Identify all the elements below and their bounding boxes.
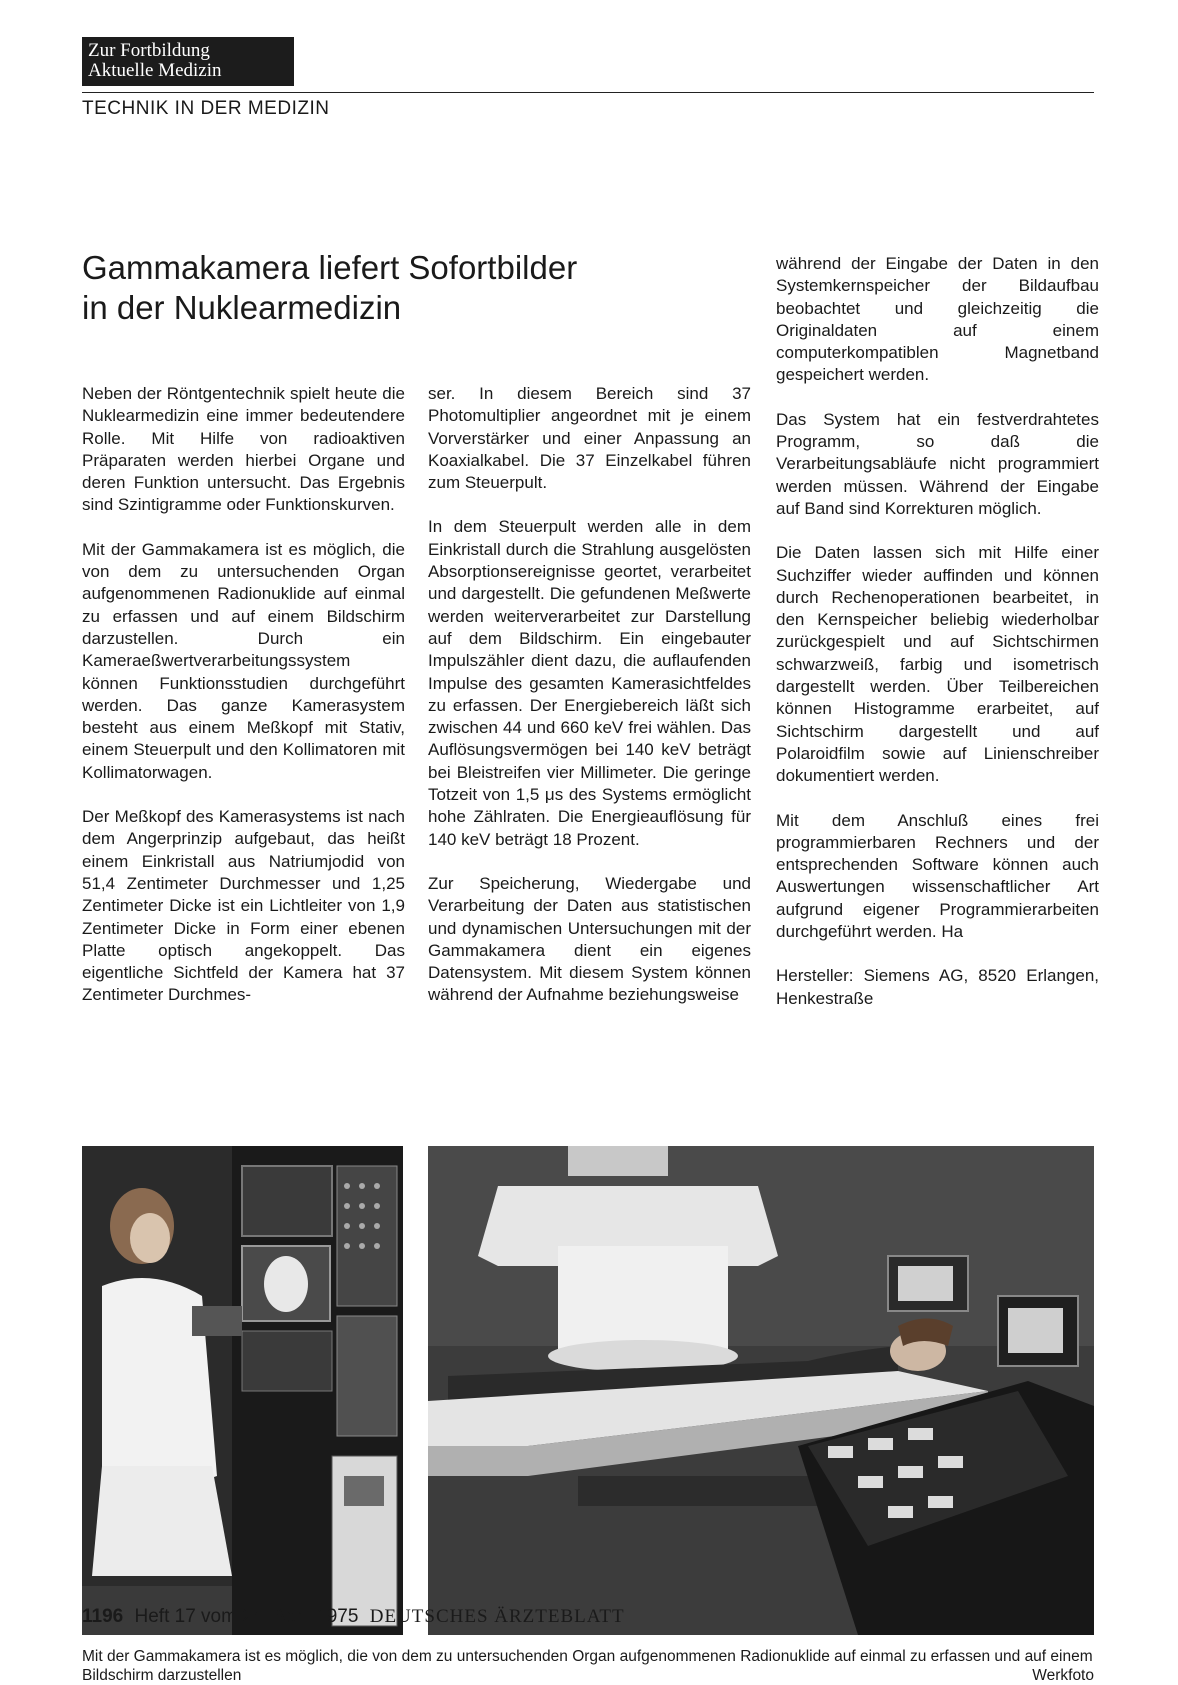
section-title: TECHNIK IN DER MEDIZIN xyxy=(82,98,330,119)
paragraph: Das System hat ein festverdrahtetes Programm, so daß die Verarbeitungsabläufe nicht programmiert werden müssen. Während der Eingabe auf Band sind Korrekturen möglich. xyxy=(776,409,1099,518)
badge-line-2: Aktuelle Medizin xyxy=(88,60,222,81)
issue-info: Heft 17 vom 24. April 1975 xyxy=(134,1606,359,1627)
photo-operator-illustration xyxy=(82,1146,403,1635)
figure-caption xyxy=(82,1647,1094,1685)
photo-patient-illustration xyxy=(428,1146,1094,1635)
paragraph: Mit der Gammakamera ist es möglich, die von dem zu untersuchenden Organ aufgenommenen Radionuklide auf einmal zu erfassen und auf einem Bildschirm darzustellen. Durch ein Kameraeßwertverarbeitungssystem können Funktionsstudien durchgeführt werden. Das ganze Kamerasystem besteht aus einem Meßkopf mit Stativ, einem Steuerpult und den Kollimatoren mit Kollimatorwagen. xyxy=(82,539,405,782)
text-column-2 xyxy=(428,383,751,1007)
paragraph: In dem Steuerpult werden alle in dem Einkristall durch die Strahlung ausgelösten Absorptionsereignisse geortet, verarbeitet und dargestellt. Die gefundenen Meßwerte werden weiterverarbeitet zur Darstellung auf dem Bildschirm. Ein eingebauter Impulszähler dient dazu, die auflaufenden Impulse des gesamten Kamerasichtfeldes zu erfassen. Der Energiebereich läßt sich zwischen 44 und 660 keV frei wählen. Das Auflösungsvermögen bei 140 keV beträgt bei Bleistreifen vier Millimeter. Die geringe Totzeit von 1,5 μs des Systems ermöglicht hohe Zählraten. Die Energieauflösung für 140 keV beträgt 18 Prozent. xyxy=(428,517,751,849)
title-line-1: Gammakamera liefert Sofortbilder xyxy=(82,249,578,286)
photo-operator-console xyxy=(82,1146,403,1635)
paragraph: ser. In diesem Bereich sind 37 Photomultiplier angeordnet mit je einem Vorverstärker und einer Anpassung an Koaxialkabel. Die 37 Einzelkabel führen zum Steuerpult. xyxy=(428,384,751,493)
journal-name: DEUTSCHES ÄRZTEBLATT xyxy=(369,1606,625,1627)
rubric-badge xyxy=(82,37,294,86)
page-footer xyxy=(82,1606,625,1628)
title-line-2: in der Nuklearmedizin xyxy=(82,289,402,326)
header-rule xyxy=(82,92,1094,93)
paragraph: Mit dem Anschluß eines frei programmierbaren Rechners und der entsprechenden Software können auch Auswertungen wissenschaftlicher Art aufgrund eigener Programmierarbeiten durchgeführt werden. Ha xyxy=(776,810,1099,942)
paragraph: während der Eingabe der Daten in den Systemkernspeicher der Bildaufbau beobachtet und gleichzeitig die Originaldaten auf einem computerkompatiblen Magnetband gespeichert werden. xyxy=(776,254,1099,385)
badge-line-1: Zur Fortbildung xyxy=(88,40,210,61)
paragraph: Der Meßkopf des Kamerasystems ist nach dem Angerprinzip aufgebaut, das heißt einem Einkristall aus Natriumjodid von 51,4 Zentimeter Durchmesser und 1,25 Zentimeter Dicke ist ein Lichtleiter von 1,9 Zentimeter Dicke in Form einer ebenen Platte optisch angekoppelt. Das eigentliche Sichtfeld der Kamera hat 37 Zentimeter Durchmes- xyxy=(82,807,405,1005)
text-column-1 xyxy=(82,383,405,1007)
paragraph: Die Daten lassen sich mit Hilfe einer Suchziffer wieder auffinden und können durch Rechenoperationen bearbeitet, in den Kernspeicher beliebig wiederholbar zurückgespielt und auf Sichtschirmen schwarzweiß, farbig und isometrisch dargestellt werden. Über Teilbereichen können Histogramme erarbeitet, auf Sichtschirm dargestellt und auf Polaroidfilm sowie auf Linienschreiber dokumentiert werden. xyxy=(776,543,1099,786)
photo-credit: Werkfoto xyxy=(1032,1667,1094,1684)
photo-patient-gamma-camera xyxy=(428,1146,1094,1635)
page-number: 1196 xyxy=(82,1606,124,1627)
manufacturer-note: Hersteller: Siemens AG, 8520 Erlangen, Henkestraße xyxy=(776,966,1099,1008)
article-title xyxy=(82,248,682,328)
paragraph: Neben der Röntgentechnik spielt heute die Nuklearmedizin eine immer bedeutendere Rolle. Mit Hilfe von radioaktiven Präparaten werden hierbei Organe und deren Funktion untersucht. Das Ergebnis sind Szintigramme oder Funktionskurven. xyxy=(82,384,405,515)
paragraph: Zur Speicherung, Wiedergabe und Verarbeitung der Daten aus statistischen und dynamischen Untersuchungen mit der Gammakamera dient ein eigenes Datensystem. Mit diesem System können während der Aufnahme beziehungsweise xyxy=(428,873,751,1005)
caption-text: Mit der Gammakamera ist es möglich, die von dem zu untersuchenden Organ aufgenommenen Radionuklide auf einmal zu erfassen und auf einem Bildschirm darzustellen xyxy=(82,1648,1093,1684)
text-column-3 xyxy=(776,253,1099,1010)
